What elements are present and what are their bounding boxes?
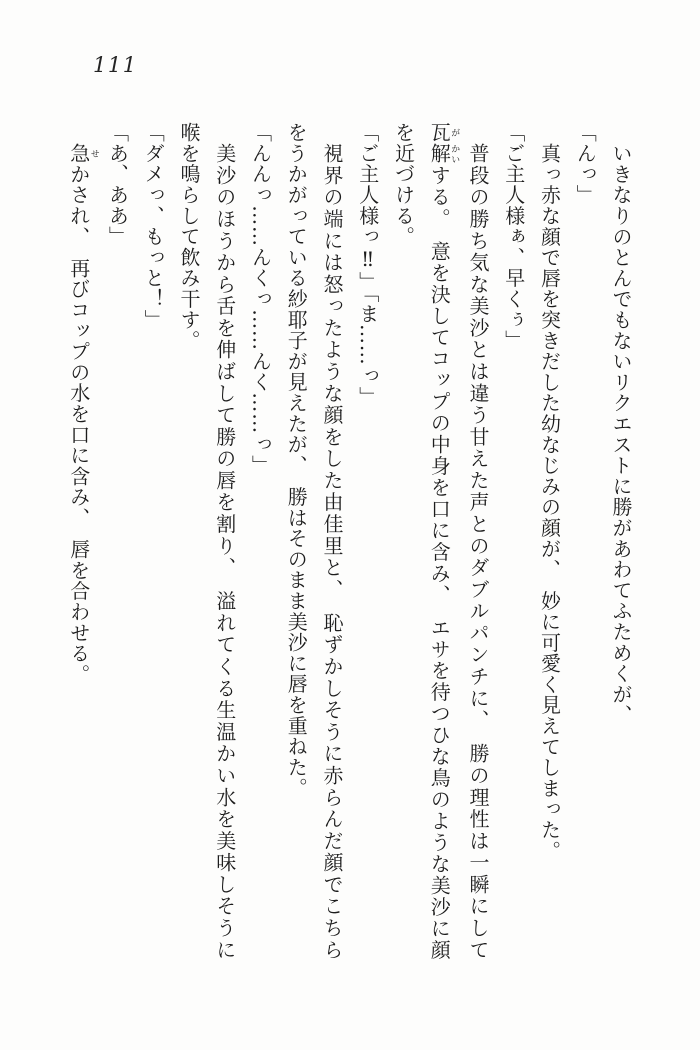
text-column: 「あ、ああ」 <box>105 122 130 247</box>
text-column: 「ご主人様っ‼」「ま……っ」 <box>355 122 380 408</box>
text-column: 「んっ」 <box>573 122 598 206</box>
furigana-ruby: 急せ <box>66 143 99 164</box>
text-column: 普段の勝ち気な美沙とは違う甘えた声とのダブルパンチに、 勝の理性は一瞬にして <box>466 143 490 960</box>
vertical-text-block <box>66 122 638 960</box>
text-column: を近づける。 <box>391 122 416 247</box>
text-column: 「んんっ……んくっ……んく……っ」 <box>248 122 273 476</box>
furigana-ruby: 解かい <box>427 143 460 165</box>
page-number: 111 <box>93 53 138 77</box>
text-column: 急せかされ、 再びコップの水を口に含み、 唇を合わせる。 <box>66 143 99 685</box>
text-column: をうかがっている紗耶子が見えたが、 勝はそのまま美沙に唇を重ねた。 <box>284 122 309 799</box>
text-column: 「ダメっ、もっと！」 <box>141 122 166 330</box>
text-column: 「ご主人様ぁ、早くぅ」 <box>501 122 526 351</box>
text-column: 真っ赤な顔で唇を突きだした幼なじみの顔が、 妙に可愛く見えてしまった。 <box>537 143 562 861</box>
text-column: いきなりのとんでもないリクエストに勝があわてふためくが、 <box>609 143 633 726</box>
text-column: 喉を鳴らして飲み干す。 <box>177 122 201 351</box>
text-column: 視界の端には怒ったような顔をした由佳里と、 恥ずかしそうに赤らんだ顔でこちら <box>320 143 344 960</box>
furigana-ruby: 瓦が <box>427 122 460 144</box>
text-column: 美沙のほうから舌を伸ばして勝の唇を割り、 溢れてくる生温かい水を美味しそうに <box>212 143 237 960</box>
text-column: 瓦が解かいする。 意を決してコップの中身を口に含み、 エサを待つひな鳥のような美沙に顔 <box>427 122 460 960</box>
